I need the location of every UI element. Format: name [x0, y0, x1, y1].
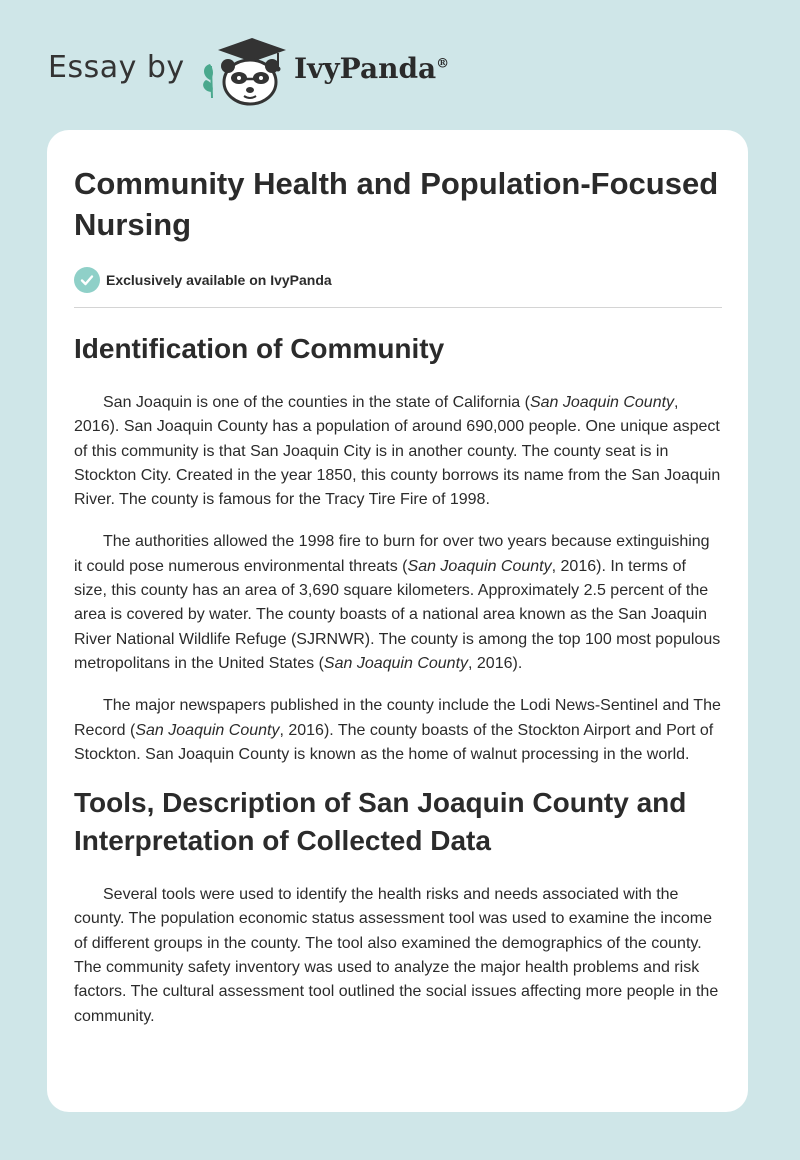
exclusive-badge	[74, 267, 722, 293]
paragraph: Several tools were used to identify the health risks and needs associated with the county. The population economic status assessment tool was used to examine the income of different groups in the county. The tool also examined the demographics of the county. The community safety inventory was used to analyze the major health problems and risk factors. The cultural assessment tool outlined the social issues affecting more people in the community.	[74, 886, 719, 1025]
site-header	[48, 36, 468, 108]
brand-name-text: IvyPanda	[294, 52, 437, 85]
citation-title: San Joaquin County	[135, 721, 280, 739]
citation-title: San Joaquin County	[407, 557, 552, 575]
registered-mark: ®	[436, 56, 450, 72]
divider	[74, 307, 722, 308]
check-icon	[74, 267, 100, 293]
citation-title: San Joaquin County	[529, 394, 675, 411]
article-title: Community Health and Population-Focused Nursing	[74, 166, 719, 242]
citation-title: San Joaquin County	[323, 654, 469, 672]
ivypanda-logo-icon[interactable]	[200, 36, 290, 108]
brand-name[interactable]	[294, 52, 449, 85]
paragraph: The authorities allowed the 1998 fire to burn for over two years because extinguishing it could pose numerous environmental threats (San Joaquin County, 2016). In terms of size, this county has an area of 3,690 square kilometers. Approximately 2.5 percent of the area is covered by water. The county boasts of a national area known as the San Joaquin River National Wildlife Refuge (SJRNWR). The county is among the top 100 most populous metropolitans in the United States (San Joaquin County, 2016).	[74, 533, 721, 672]
section-heading: Tools, Description of San Joaquin County and Interpretation of Collected Data	[74, 787, 687, 857]
section-heading: Identification of Community	[74, 333, 445, 364]
paragraph: The major newspapers published in the county include the Lodi News-Sentinel and The Record (San Joaquin County, 2016). The county boasts of the Stockton Airport and Port of Stockton. San Joaquin County is known as the home of walnut processing in the world.	[74, 697, 721, 763]
brand-prefix: Essay by	[48, 50, 185, 85]
article-card	[47, 130, 748, 1112]
paragraph: San Joaquin is one of the counties in the state of California (San Joaquin County, 2016). San Joaquin County has a population of around 690,000 people. One unique aspect of this community is that San Joaquin City is in another county. The county seat is in Stockton City. Created in the year 1850, this county borrows its name from the San Joaquin River. The county is famous for the Tracy Tire Fire of 1998.	[74, 394, 721, 509]
exclusive-badge-text: Exclusively available on IvyPanda	[106, 272, 332, 288]
